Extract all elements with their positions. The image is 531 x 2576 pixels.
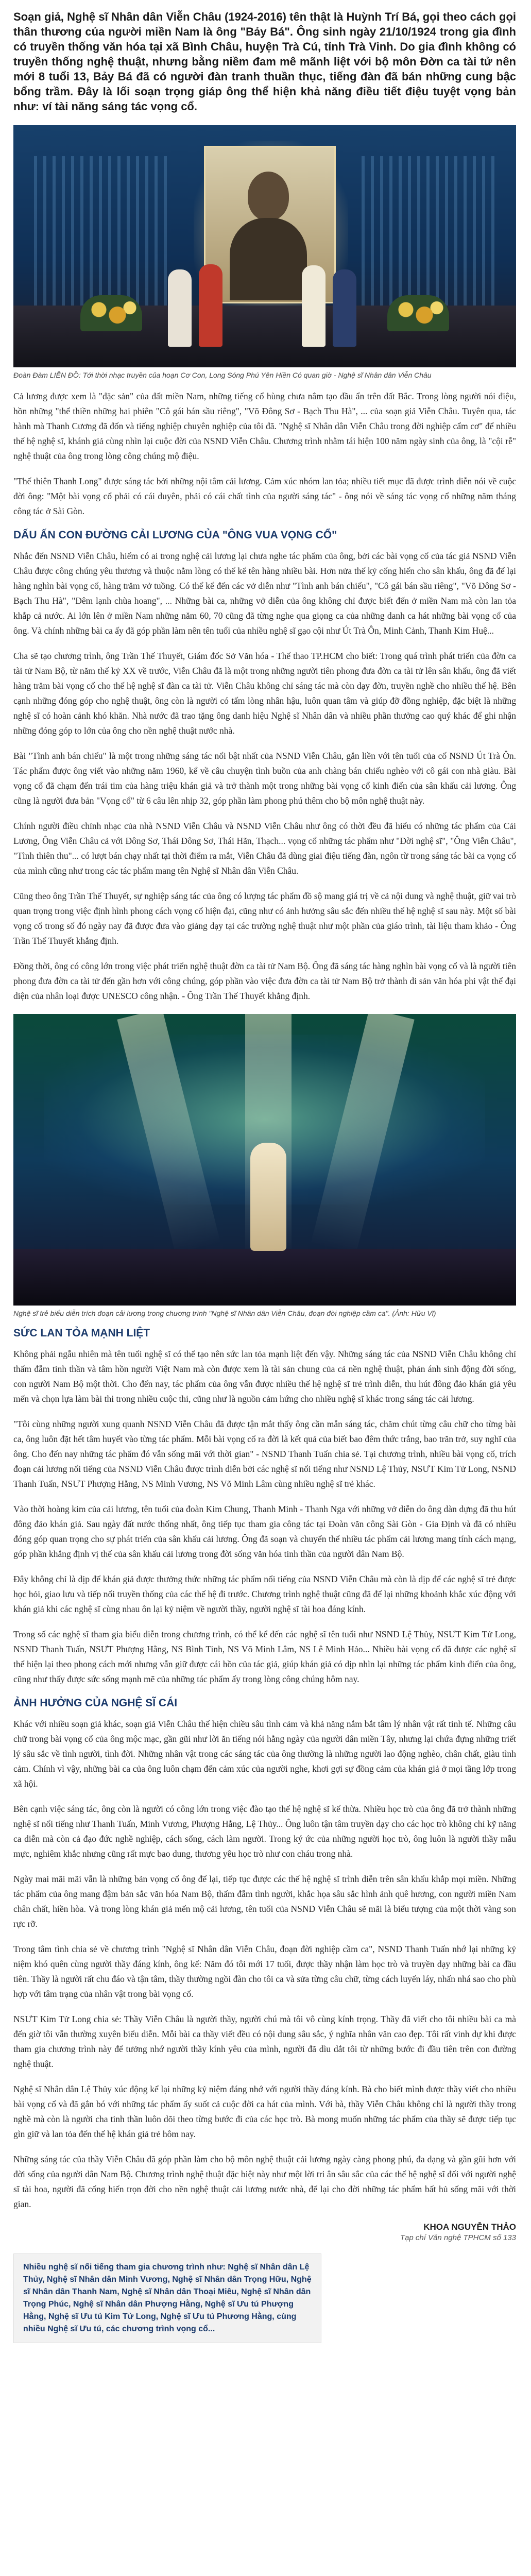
figure-1 <box>13 125 516 380</box>
flower-arrangement-right <box>387 295 449 331</box>
article-lead: Soạn giả, Nghệ sĩ Nhân dân Viễn Châu (1924-2016) tên thật là Huỳnh Trí Bá, gọi theo cách gọi thân thương của người miền Nam là ông "Bảy Bá". Ông sinh ngày 21/10/1924 trong gia đình có truyền thống văn hóa tại xã Bình Châu, huyện Trà Cú, tỉnh Trà Vinh. Do gia đình không có truyền thống nghệ thuật, nhưng bằng niềm đam mê mãnh liệt với bộ môn Đờn ca tài tử nên mới 8 tuổi 13, Bảy Bá đã có người đàn tranh thuần thục, tiếng đàn đã bán những cung bậc bổng trầm. Đây là lối soạn trọng giáp ông thể hiện khả năng điều tiết điệu tuyệt vọng bản như: ví tài năng sáng tác vọng cổ. <box>13 10 516 113</box>
section-2-paragraph: Vào thời hoàng kim của cải lương, tên tuổi của đoàn Kim Chung, Thanh Minh - Thanh Nga với những vở diễn do ông dàn dựng đã thu hút đông đảo khán giả. Sau ngày đất nước thống nhất, ông tiếp tục tham gia công tác tại Đoàn văn công Sài Gòn - Gia Định và đã có nhiều đóng góp quan trọng cho sự phát triển của sân khấu cải lương. Ông đã soạn và chuyển thể nhiều tác phẩm cải lương mang tính cách mạng, góp phần khẳng định vị thế của sân khấu cải lương trong đời sống văn hóa tinh thần của người dân Nam Bộ. <box>13 1504 516 1559</box>
stage-photo-performance <box>13 1014 516 1306</box>
article-author: KHOA NGUYỄN THẢO <box>423 2222 516 2232</box>
section-2-paragraph: Đây không chỉ là dịp để khán giả được thưởng thức những tác phẩm nổi tiếng của NSND Viễn Châu mà còn là dịp để các nghệ sĩ trẻ được học hỏi, giao lưu và tiếp nối truyền thống của các thế hệ đi trước. Chương trình nghệ thuật cũng đã để lại những khoảnh khắc xúc động với khán giả khi các nghệ sĩ cùng nhau ôn lại kỷ niệm về người thầy, người nghệ sĩ tài hoa đáng kính. <box>13 1574 516 1614</box>
section-1-paragraph: Cha sẽ tạo chương trình, ông Trần Thế Thuyết, Giám đốc Sở Văn hóa - Thể thao TP.HCM cho biết: Trong quá trình phát triển của đờn ca tài tử Nam Bộ, từ năm thế kỷ XX về trước, Viễn Châu đã là một trong những người tiên phong đưa đờn ca tài tử lên sân khấu, ông đã viết hàng trăm bài vọng cổ cho thế hệ nghệ sĩ đàn ca tài tử. Viễn Châu không chỉ sáng tác mà còn dạy đờn, truyền nghề cho nhiều thế hệ. Bên cạnh những đóng góp cho nghệ thuật, ông còn là người có tấm lòng nhân hậu, luôn quan tâm và giúp đỡ đồng nghiệp, đặc biệt là những nghệ sĩ có hoàn cảnh khó khăn. Nhà nước đã trao tặng ông danh hiệu Nghệ sĩ Nhân dân và nhiều phần thưởng cao quý khác để ghi nhận những đóng góp to lớn của ông cho nền nghệ thuật nước nhà. <box>13 651 516 736</box>
performer-figure <box>333 269 356 347</box>
intro-paragraph: "Thế thiên Thanh Long" được sáng tác bởi những nội tâm cải lương. Cảm xúc nhóm lan tỏa; nhiều tiết mục đã được trình diễn nói về cuộc đời ông: "Một bài vọng cổ phải có cái duyên, phải có cái chất tình của người sáng tác" - ông nói về sáng tác vọng cổ những năm tháng công tác ở Sài Gòn. <box>13 476 516 516</box>
figure-2 <box>13 1014 516 1318</box>
article-page <box>13 0 516 2343</box>
section-1-paragraph: Nhắc đến NSND Viễn Châu, hiếm có ai trong nghệ cải lương lại chưa nghe tác phẩm của ông, bởi các bài vọng cổ của tác giả NSND Viễn Châu được công chúng yêu thương và thuộc nằm lòng có thể kể tên hàng nhiều bài. Hơn nửa thế kỷ cống hiến cho sân khấu, ông đã để lại hàng nghìn bài vọng cổ, hàng trăm vở tuồng. Có thể kể đến các vở diễn như "Tình anh bán chiếu", "Cô gái bán sầu riêng", "Võ Đông Sơ - Bạch Thu Hà", "Đêm lạnh chùa hoang", ... Những bài ca, những vở diễn của ông không chỉ được biết đến ở miền Nam mà còn lan tỏa khắp cả nước. Ai lớn lên ở miền Nam những năm 60, 70 cũng đã từng nghe qua giọng ca của những danh ca hát những bài vọng cổ của ông. Và chính những bài ca ấy đã góp phần làm nên tên tuổi của nhiều nghệ sĩ gạo cội như Út Trà Ôn, Minh Cảnh, Thanh Kim Huệ... <box>13 551 516 636</box>
section-heading-1: DẤU ẤN CON ĐƯỜNG CẢI LƯƠNG CỦA "ÔNG VUA VỌNG CỔ" <box>13 529 337 541</box>
section-heading-2: SỨC LAN TỎA MẠNH LIỆT <box>13 1327 150 1339</box>
section-2-paragraph: "Tôi cùng những người xung quanh NSND Viễn Châu đã được tận mắt thấy ông cần mẫn sáng tác, chăm chút từng câu chữ cho từng bài ca, ông luôn đặt hết tâm huyết vào từng tác phẩm. Mỗi bài vọng cổ ra đời là kết quả của biết bao đêm thức trắng, bao trăn trở, suy nghĩ của ông. Cho đến nay những tác phẩm đó vẫn sống mãi với thời gian" - NSND Thanh Tuấn chia sẻ. Tại chương trình, nhiều bài vọng cổ, trích đoạn cải lương nổi tiếng của NSND Viễn Châu được trình diễn bởi các nghệ sĩ nổi tiếng như NSND Lệ Thủy, NSƯT Kim Tử Long, NSND Thanh Tuấn, NSƯT Phượng Hằng, NS Minh Vương, NS Võ Minh Lâm cùng nhiều nghệ sĩ trẻ khác. <box>13 1419 516 1489</box>
figure-2-caption: Nghệ sĩ trẻ biểu diễn trích đoạn cải lương trong chương trình "Nghệ sĩ Nhân dân Viễn Châu, đoạn đời nghiệp cầm ca". (Ảnh: Hữu Vĩ) <box>13 1309 436 1317</box>
performer-figure <box>302 265 326 347</box>
stage-photo-portrait <box>13 125 516 367</box>
stage-light-wing-right <box>362 156 495 311</box>
section-3-paragraph: Bên cạnh việc sáng tác, ông còn là người có công lớn trong việc đào tạo thế hệ nghệ sĩ kế thừa. Nhiều học trò của ông đã trở thành những nghệ sĩ nổi tiếng như Thanh Tuấn, Minh Vương, Phượng Hằng, Lệ Thủy... Ông luôn tận tâm truyền dạy cho các học trò không chỉ kỹ năng ca diễn mà còn cả đạo đức nghề nghiệp, cách sống, cách làm người. Trong ký ức của những người học trò, ông luôn là người thầy mẫu mực, nghiêm khắc nhưng cũng rất mực bao dung, thương yêu học trò như con cháu trong nhà. <box>13 1804 516 1859</box>
portrait-body <box>230 218 307 300</box>
section-heading-3: ẢNH HƯỞNG CỦA NGHỆ SĨ CÁI <box>13 1697 178 1709</box>
section-3-paragraph: Khác với nhiều soạn giả khác, soạn giả Viễn Châu thể hiện chiều sâu tình cảm và khả năng nắm bắt tâm lý nhân vật rất tinh tế. Những câu chữ trong bài vọng cổ của ông mộc mạc, gần gũi như lời ăn tiếng nói hằng ngày của người dân miền Tây, nhưng lại chứa đựng những triết lý sâu sắc về tình người, tình đời. Những nhân vật trong các sáng tác của ông thường là những người lao động nghèo, chân chất, giàu tình cảm. Chính vì vậy, những bài ca của ông luôn chạm đến cảm xúc của người nghe, khơi gợi sự đồng cảm của khán giả ở mọi tầng lớp trong xã hội. <box>13 1719 516 1789</box>
performer-figure <box>250 1143 286 1251</box>
section-2-paragraph: Trong số các nghệ sĩ tham gia biểu diễn trong chương trình, có thể kể đến các nghệ sĩ tên tuổi như NSND Lệ Thủy, NSƯT Kim Tử Long, NSND Thanh Tuấn, NSƯT Phượng Hằng, NS Bình Tinh, NS Võ Minh Lâm, NS Lê Minh Hảo... Nhiều bài vọng cổ đã được các nghệ sĩ thể hiện lại theo phong cách mới nhưng vẫn giữ được cái hồn của tác giả, giúp khán giả có dịp nhìn lại những tác phẩm kinh điển của ông, cũng như thấy được sức sống mạnh mẽ của những tác phẩm ấy trong lòng công chúng hôm nay. <box>13 1629 516 1684</box>
section-3-paragraph: Trong tâm tình chia sẻ về chương trình "Nghệ sĩ Nhân dân Viễn Châu, đoạn đời nghiệp cầm ca", NSND Thanh Tuấn nhớ lại những kỷ niệm khó quên cùng người thầy đáng kính, ông kể: Năm đó tôi mới 17 tuổi, được thầy nhận làm học trò và truyền dạy những bài ca đầu tiên. Thầy là người rất chu đáo và tận tâm, thầy thường ngồi đàn cho tôi ca và sửa từng câu chữ, từng cách luyến láy, nhấn nhá sao cho phù hợp với tâm trạng của nhân vật trong bài vọng cổ. <box>13 1944 516 1999</box>
section-1-paragraph: Bài "Tình anh bán chiếu" là một trong những sáng tác nổi bật nhất của NSND Viễn Châu, gắn liền với tên tuổi của cố NSND Út Trà Ôn. Tác phẩm được ông viết vào những năm 1960, kể về câu chuyện tình buồn của anh chàng bán chiếu nghèo với cô gái con nhà giàu. Bài vọng cổ đã chạm đến trái tim của hàng triệu khán giả và trở thành một trong những bài vọng cổ kinh điển của sân khấu cải lương. Ông cũng là người đưa bản "Vọng cổ" từ 6 câu lên nhịp 32, góp phần làm phong phú thêm cho bộ môn nghệ thuật này. <box>13 751 516 806</box>
performer-figure <box>199 264 222 347</box>
section-3-paragraph: Những sáng tác của thầy Viễn Châu đã góp phần làm cho bộ môn nghệ thuật cải lương ngày càng phong phú, đa dạng và gần gũi hơn với đời sống của người dân Nam Bộ. Chương trình nghệ thuật đặc biệt này như một lời tri ân sâu sắc của các thế hệ nghệ sĩ đối với người nghệ sĩ tài hoa, người đã cống hiến trọn đời cho nền nghệ thuật cải lương nước nhà, để lại cho đời những tác phẩm bất hủ sống mãi với thời gian. <box>13 2154 516 2209</box>
related-box: Nhiều nghệ sĩ nổi tiếng tham gia chương trình như: Nghệ sĩ Nhân dân Lệ Thủy, Nghệ sĩ Nhân dân Minh Vương, Nghệ sĩ Nhân dân Trọng Hữu, Nghệ sĩ Nhân dân Thanh Nam, Nghệ sĩ Nhân dân Thoại Miêu, Nghệ sĩ Nhân dân Trọng Phúc, Nghệ sĩ Nhân dân Phượng Hằng, Nghệ sĩ Ưu tú Phượng Hằng, Nghệ sĩ Ưu tú Kim Tử Long, Nghệ sĩ Ưu tú Phương Hằng, cùng nhiều Nghệ sĩ Ưu tú, các chương trình vọng cổ... <box>13 2253 321 2343</box>
section-3-paragraph: Nghệ sĩ Nhân dân Lệ Thủy xúc động kể lại những kỷ niệm đáng nhớ với người thầy đáng kính. Bà cho biết mình được thầy viết cho nhiều bài vọng cổ và đã gắn bó với những tác phẩm ấy suốt cả cuộc đời ca hát của mình. Với bà, thầy Viễn Châu không chỉ là người thầy trong nghề mà còn là người cha tinh thần luôn dõi theo từng bước đi của các học trò. Bà mong muốn những tác phẩm của thầy sẽ được tiếp tục gìn giữ và lan tỏa đến thế hệ khán giả trẻ hôm nay. <box>13 2084 516 2139</box>
portrait-head <box>248 172 289 221</box>
stage-floor <box>13 1249 516 1306</box>
section-3-paragraph: Ngày mai mãi mãi vẫn là những bản vọng cổ ông để lại, tiếp tục được các thế hệ nghệ sĩ trình diễn trên sân khấu khắp mọi miền. Những tác phẩm của ông mang đậm bản sắc văn hóa Nam Bộ, thấm đẫm tình người, khắc họa sâu sắc hình ảnh quê hương, con người miền Nam chân chất, hiền hòa. Và trong lòng khán giả mến mộ cải lương, tên tuổi của NSND Viễn Châu sẽ mãi là biểu tượng của một thời vàng son rực rỡ. <box>13 1874 516 1929</box>
performer-figure <box>168 269 192 347</box>
intro-paragraph: Cả lương được xem là "đặc sản" của đất miền Nam, những tiếng cổ hùng chưa nắm tạo đầu ẩn trên đất Bắc. Trong lòng người nói điệu, hồn những "thể thiền những hai phiên "Cô gái bán sầu riêng", "Võ Đông Sơ - Bạch Thu Hà", ... của soạn giả Viễn Châu. Tuyên qua, tác hành mà Thanh Cương đã đốn và tiếng nghiệp chuyên nghiệp của tôi đã. "Nghệ sĩ Nhân dân Viễn Châu trong đời nghiệp cẩm cơ" để nhiều thế hệ nghệ sĩ, khánh giả cùng nhìn lại cuộc đời của NSND Viễn Châu. Chương trình nhằm tái hiện 100 năm ngày sinh của ông, là "cội rễ" nghệ thuật của ông trong lòng công chúng mộ điệu. <box>13 391 516 461</box>
section-1-paragraph: Cũng theo ông Trần Thế Thuyết, sự nghiệp sáng tác của ông có lượng tác phẩm đồ sộ mang giá trị về cả nội dung và nghệ thuật, giữ vai trò quan trọng trong việc định hình phong cách vọng cổ hiện đại, cũng như có ảnh hưởng sâu sắc đến nhiều thế hệ nghệ sĩ sau này. Một số bài vọng cổ trong số đó ngày nay đã được đưa vào giảng dạy tại các trường nghệ thuật như một phần của giáo trình, tài liệu tham khảo - Ông Trần Thế Thuyết khẳng định. <box>13 891 516 946</box>
stage-light-wing-left <box>34 156 168 311</box>
article-source: Tạp chí Văn nghệ TPHCM số 133 <box>400 2233 516 2242</box>
section-2-paragraph: Không phải ngẫu nhiên mà tên tuổi nghệ sĩ có thể tạo nên sức lan tỏa mạnh liệt đến vậy. Những sáng tác của NSND Viễn Châu không chỉ thấm đẫm tinh thần và tâm hồn người Việt Nam mà còn được xem là tài sản chung của cả nền nghệ thuật, phản ánh sinh động đời sống, con người Nam Bộ một thời. Cho đến nay, tác phẩm của ông vẫn được nhiều thế hệ nghệ sĩ trẻ trình diễn, thu hút đông đảo khán giả yêu mến và chọn lựa làm bài thi trong nhiều cuộc thi, cũng như là nguồn cảm hứng cho nhiều nghệ sĩ khác trong sáng tác cải lương. <box>13 1349 516 1404</box>
section-1-paragraph: Đồng thời, ông có công lớn trong việc phát triển nghệ thuật đờn ca tài tử Nam Bộ. Ông đã sáng tác hàng nghìn bài vọng cổ và là người tiên phong đưa đờn ca tài tử đến gần hơn với công chúng, góp phần vào việc đưa đờn ca tài tử Nam Bộ trở thành di sản văn hóa phi vật thể đại diện của nhân loại được UNESCO công nhận. - Ông Trần Thế Thuyết khẳng định. <box>13 961 516 1001</box>
section-1-paragraph: Chính người điều chỉnh nhạc của nhà NSND Viễn Châu và NSND Viễn Châu như ông có thời đều đã hiểu có những tác phẩm của Cải Lương, Ông Viễn Châu cả với Đông Sơ, Thái Đông Sơ, Thái Hãn, Thạch... vọng cổ những tác phẩm như "Đời nghệ sĩ", "Ông Viễn Châu", "Tình thiên thu"... có lượt bán chạy nhất tại thời điểm ra mắt, Viễn Châu đã dùng giai điệu tiếng đàn, ngôn từ trong sáng tác bài ca vọng cổ của mình cũng như trong các tác phẩm mang tên Nghệ sĩ Nhân dân Viễn Châu. <box>13 821 516 876</box>
section-3-paragraph: NSƯT Kim Tử Long chia sẻ: Thầy Viễn Châu là người thầy, người chú mà tôi vô cùng kính trọng. Thầy đã viết cho tôi nhiều bài ca mà đến giờ tôi vẫn thường xuyên biểu diễn. Mỗi bài ca thầy viết đều có nội dung sâu sắc, ý nghĩa nhân văn cao đẹp. Tôi rất vinh dự khi được tham gia chương trình này để tưởng nhớ người thầy kính yêu của mình, người đã dìu dắt tôi từ những bước đi đầu tiên trên con đường nghệ thuật. <box>13 2014 516 2069</box>
flower-arrangement-left <box>80 295 142 331</box>
figure-1-caption: Đoàn Đàm LIỄN ĐỒ: Tới thời nhạc truyền của hoạn Cơ Con, Long Sóng Phú Yên Hiền Có quan giờ - Nghệ sĩ Nhân dân Viễn Châu <box>13 371 432 379</box>
